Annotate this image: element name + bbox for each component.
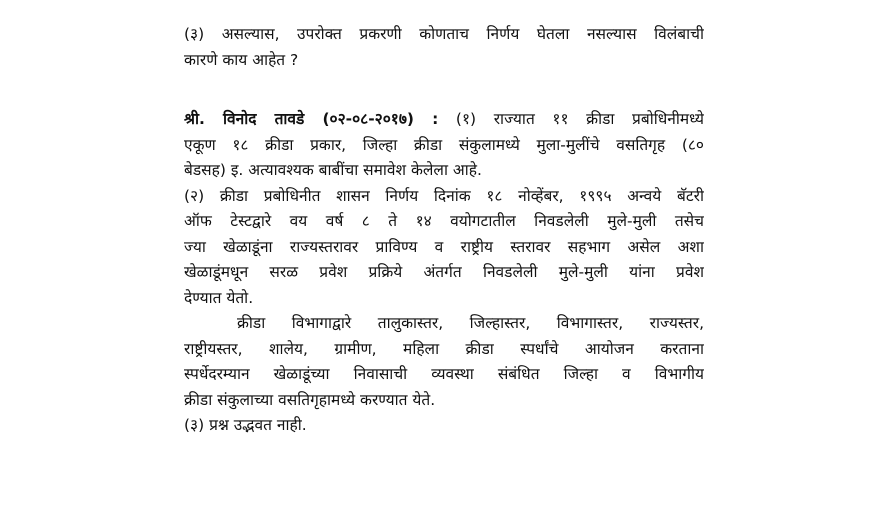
answer-2-line-1: (२) क्रीडा प्रबोधिनीत शासन निर्णय दिनांक १८ नोव्हेंबर, १९९५ अन्वये बॅटरी (184, 186, 704, 205)
answer-3-line-4: क्रीडा संकुलाच्या वसतिगृहामध्ये करण्यात येते. (184, 390, 436, 409)
answer-1-line-3: बेडसह) इ. अत्यावश्यक बाबींचा समावेश केलेला आहे. (184, 161, 482, 179)
answer-intro-line (184, 107, 704, 133)
answer-3-line-2: राष्ट्रीयस्तर, शालेय, ग्रामीण, महिला क्रीडा स्पर्धांचे आयोजन करताना (184, 339, 704, 358)
answer-2-line-3: ज्या खेळाडूंना राज्यस्तरावर प्राविण्य व राष्ट्रीय स्तरावर सहभाग असेल अशा (184, 237, 704, 256)
answer-2-line-4: खेळाडूंमधून सरळ प्रवेश प्रक्रिये अंतर्गत निवडलेली मुले-मुली यांना प्रवेश (184, 263, 704, 281)
answer-3-line-3: स्पर्धेदरम्यान खेळाडूंच्या निवासाची व्यवस्था संबंधित जिल्हा व विभागीय (184, 365, 704, 383)
answer-2-line-5: देण्यात येतो. (184, 288, 254, 307)
answer-1-line-1: (१) राज्यात ११ क्रीडा प्रबोधिनीमध्ये (455, 110, 704, 128)
paragraph-gap (184, 73, 704, 107)
answer-2-line-2: ऑफ टेस्टद्वारे वय वर्ष ८ ते १४ वयोगटातील निवडलेली मुले-मुली तसेच (184, 212, 704, 230)
question-3-line-1: (३) असल्यास, उपरोक्त प्रकरणी कोणताच निर्णय घेतला नसल्यास विलंबाची (184, 25, 704, 43)
speaker-name: श्री. विनोद तावडे (०२-०८-२०१७) : (184, 110, 439, 128)
question-3-line-2: कारणे काय आहेत ? (184, 50, 299, 69)
document-page (184, 22, 704, 439)
answer-4-line-1: (३) प्रश्न उद्भवत नाही. (184, 416, 307, 434)
answer-1-line-2: एकूण १८ क्रीडा प्रकार, जिल्हा क्रीडा संकुलामध्ये मुला-मुलींचे वसतिगृह (८० (184, 135, 704, 154)
answer-3-line-1: क्रीडा विभागाद्वारे तालुकास्तर, जिल्हास्तर, विभागास्तर, राज्यस्तर, (237, 314, 704, 332)
